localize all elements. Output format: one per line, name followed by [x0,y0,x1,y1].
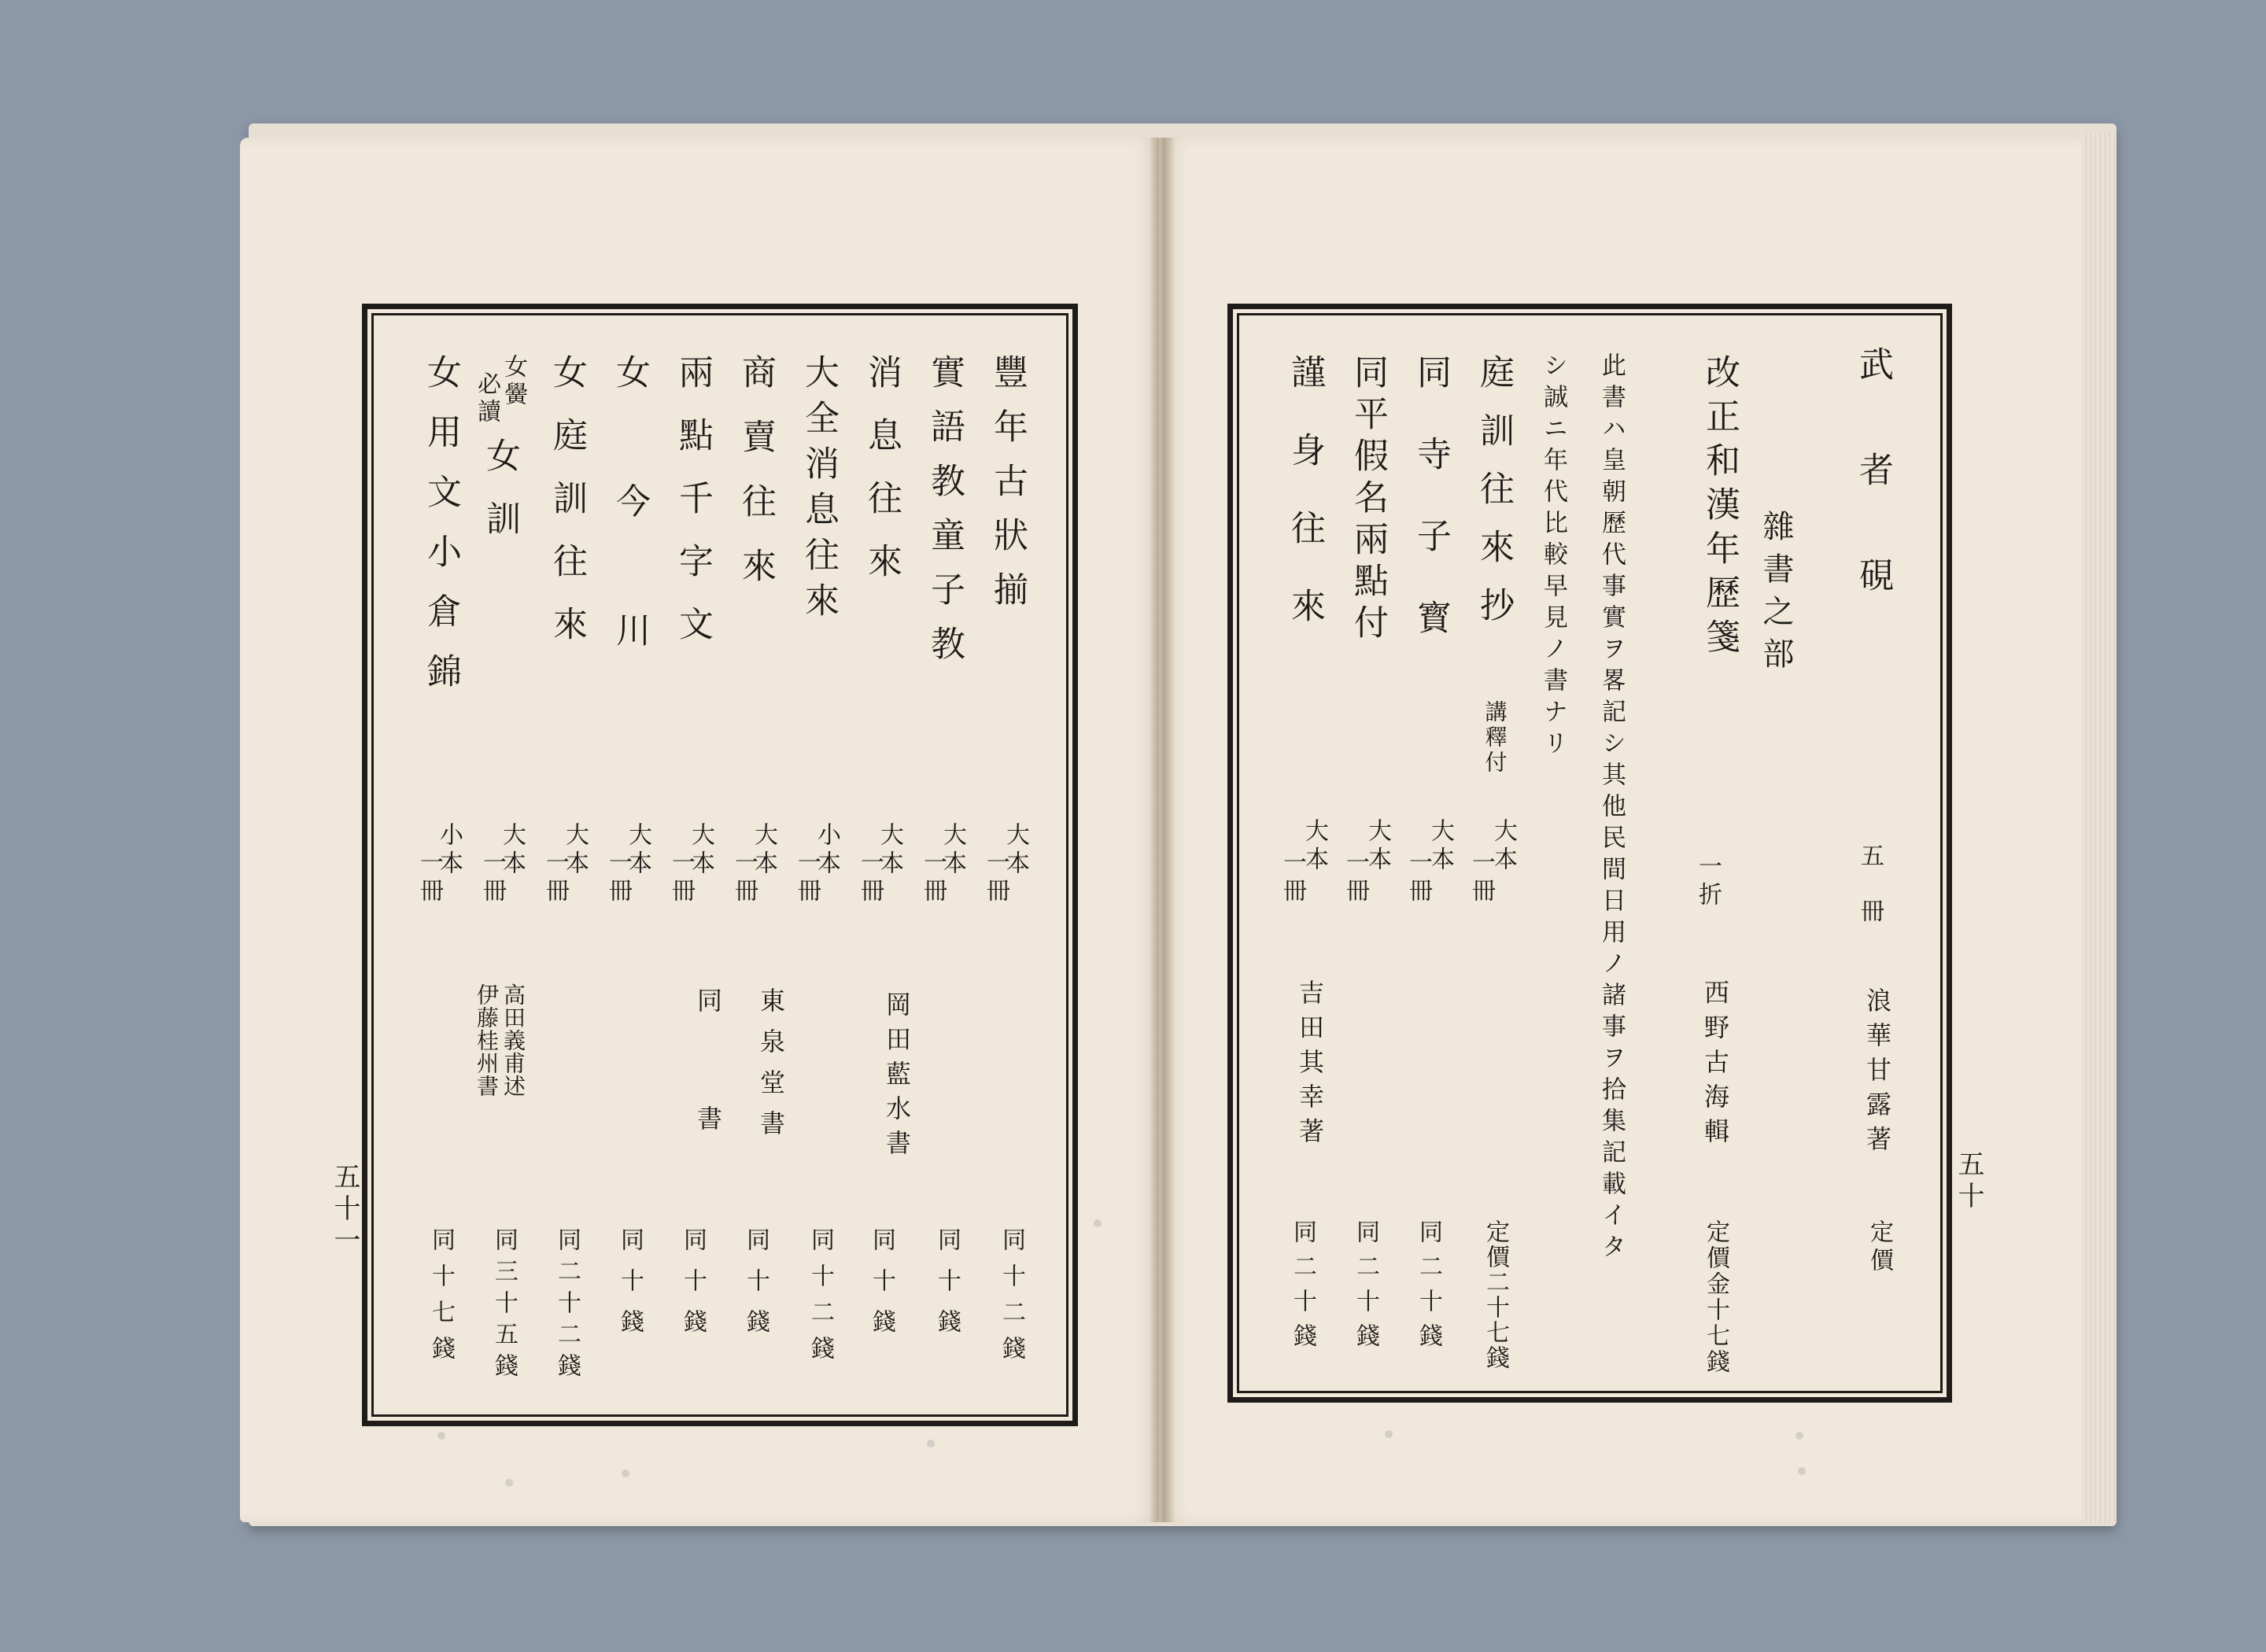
price-label: 定價二十七錢 [1482,1219,1509,1370]
paper-spot [1094,1219,1102,1227]
price-label: 定價 [1866,1219,1893,1276]
format-label: 大本 [1364,818,1391,875]
author-label: 西野古海輯 [1700,979,1730,1152]
price-label: 同十錢 [868,1227,895,1350]
author-label: 岡田藍水書 [882,991,912,1164]
price-label: 同三十五錢 [490,1227,518,1385]
list-item [795,354,842,628]
book-title: 同寺子寳 [1411,354,1451,681]
list-item [732,354,779,612]
author-label: 高田義甫述 伊藤桂州書 [474,983,526,1097]
price-label: 同十錢 [679,1227,707,1350]
volumes-label: 一冊 [604,850,632,906]
volumes-label: 一冊 [1279,850,1306,906]
page-number: 五十一 [329,1163,360,1257]
volumes-label: 一冊 [793,850,821,906]
section-heading: 雜書之部 [1758,510,1794,680]
format-label: 大本 [1489,818,1517,875]
price-label: 定價金十七錢 [1702,1219,1729,1375]
format-label: 大本 [939,822,966,879]
volumes-label: 一冊 [1467,850,1495,906]
book-title: 女今川 [610,354,650,741]
volumes-label: 一冊 [856,850,884,906]
volumes-label: 一冊 [1404,850,1432,906]
page-edges [2082,132,2117,1523]
book-title: 商賣往來 [736,354,776,612]
paper-spot [505,1479,513,1487]
list-item [669,354,716,669]
book-title: 消息往來 [862,354,902,606]
book-title: 實語教童子教 [924,354,965,680]
book-title: 武者硯 [1853,346,1893,662]
format-label: 大本 [1426,818,1454,875]
title-prefix: 女黌 必讀 [473,354,527,426]
book-title: 豐年古狀揃 [987,354,1028,625]
volumes-label: 一冊 [478,850,506,906]
list-item [417,354,464,713]
book-gutter [1150,138,1174,1522]
format-label: 大本 [1301,818,1328,875]
format-label: 大本 [876,822,903,879]
format-label: 大本 [687,822,714,879]
price-label: 同二十錢 [1415,1219,1442,1358]
book-title: 女庭訓往來 [547,354,587,669]
volumes-label: 一冊 [541,850,569,906]
volumes-label: 一折 [1694,854,1722,910]
list-item [1344,354,1391,646]
author-label: 同 書 [693,987,723,1145]
list-item [1470,354,1517,645]
annotation-label: 講釋付 [1482,700,1508,776]
author-label: 東泉堂書 [756,987,786,1151]
list-item [1407,354,1454,681]
author-label: 吉田其幸著 [1295,979,1325,1152]
volumes-label: 一冊 [667,850,695,906]
paper-spot [1798,1467,1806,1475]
list-item [921,354,968,680]
book-title: 兩點千字文 [673,354,713,669]
price-label: 同二十錢 [1352,1219,1379,1358]
book-title: 大全消息往來 [799,354,839,628]
price-label: 同十二錢 [806,1227,834,1372]
format-label: 小本 [435,822,463,879]
list-item [543,354,590,669]
volumes-label: 一冊 [415,850,443,906]
volumes-label: 一冊 [982,850,1009,906]
format-label: 大本 [1002,822,1029,879]
paper-spot [927,1440,935,1447]
book-description: シ誠ニ年代比較早見ノ書ナリ [1539,352,1567,761]
price-label: 同十錢 [742,1227,769,1350]
format-label: 大本 [750,822,777,879]
price-label: 同十七錢 [427,1227,455,1372]
paper-spot [622,1469,629,1477]
volumes-label: 五冊 [1856,843,1884,953]
volumes-label: 一冊 [730,850,758,906]
paper-spot [437,1432,445,1440]
format-label: 大本 [498,822,526,879]
book-title: 庭訓往來抄 [1474,354,1514,645]
list-item [984,354,1031,625]
list-item [1849,346,1896,662]
format-label: 大本 [624,822,651,879]
list-item [1696,354,1743,662]
volumes-label: 一冊 [919,850,947,906]
list-item [858,354,905,606]
book-title: 改正和漢年歷箋 [1700,354,1740,662]
book-title: 女用文小倉錦 [421,354,461,713]
list-item [606,354,653,741]
book-title: 謹身往來 [1285,354,1325,666]
page-number: 五十 [1953,1150,1984,1213]
price-label: 同十二錢 [998,1227,1025,1372]
format-label: 小本 [813,822,840,879]
price-label: 同二十二錢 [553,1227,581,1385]
book-title: 同平假名兩點付 [1348,354,1388,646]
book-description: 此書ハ皇朝歷代事實ヲ畧記シ其他民間日用ノ諸事ヲ拾集記載イタ [1597,352,1626,1265]
book-title: 女訓 [480,437,520,563]
format-label: 大本 [561,822,589,879]
paper-spot [1795,1432,1803,1440]
right-page-frame [1227,304,1952,1403]
price-label: 同十錢 [616,1227,644,1350]
list-item [468,354,531,563]
price-label: 同十錢 [933,1227,961,1350]
volumes-label: 一冊 [1342,850,1369,906]
author-label: 浪華甘露著 [1862,987,1892,1160]
price-label: 同二十錢 [1289,1219,1316,1358]
paper-spot [1385,1430,1393,1438]
list-item [1281,354,1328,666]
